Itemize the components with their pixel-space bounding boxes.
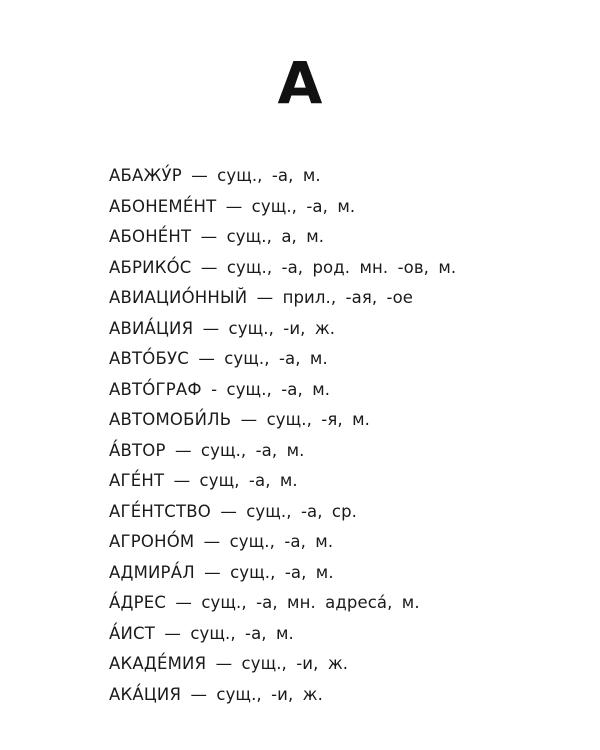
- dictionary-entry: [109, 680, 589, 711]
- dictionary-entry: [109, 436, 589, 467]
- entry-headword: АБОНЕМЕ́НТ: [109, 196, 217, 216]
- entry-headword: АГЕ́НТ: [109, 471, 165, 490]
- entry-grammar: — сущ., -а, м.: [188, 349, 328, 368]
- entry-headword: АВИА́ЦИЯ: [109, 318, 194, 338]
- entry-headword: А́ДРЕС: [109, 593, 167, 612]
- dictionary-entry: [109, 192, 589, 223]
- dictionary-entry: [109, 619, 589, 650]
- dictionary-entry: [109, 253, 589, 284]
- dictionary-entry: [109, 283, 589, 314]
- entry-grammar: — сущ., а, м.: [191, 227, 325, 246]
- entry-grammar: — сущ., -а, ср.: [210, 501, 358, 521]
- entry-headword: АКА́ЦИЯ: [109, 684, 182, 704]
- entry-headword: АГЕ́НТСТВО: [109, 501, 211, 521]
- entry-grammar: — сущ., -и, ж.: [193, 318, 336, 338]
- letter-heading: А: [277, 49, 323, 117]
- entry-list: [109, 161, 589, 710]
- dictionary-entry: [109, 405, 589, 436]
- dictionary-entry: [109, 466, 589, 497]
- entry-grammar: — сущ., -и, ж.: [181, 684, 323, 704]
- entry-headword: АГРОНО́М: [109, 532, 195, 551]
- entry-grammar: — сущ., -а, м.: [155, 623, 294, 643]
- dictionary-entry: [109, 161, 589, 192]
- entry-headword: АКАДЕ́МИЯ: [109, 654, 207, 673]
- entry-headword: АБАЖУ́Р: [109, 166, 182, 185]
- entry-grammar: - сущ., -а, м.: [201, 379, 331, 399]
- dictionary-entry: [109, 344, 589, 375]
- entry-grammar: — сущ., -и, ж.: [206, 654, 349, 673]
- dictionary-entry: [109, 588, 589, 619]
- entry-headword: АВТО́БУС: [109, 349, 189, 368]
- entry-headword: А́ВТОР: [109, 440, 166, 460]
- entry-headword: АБОНЕ́НТ: [109, 227, 192, 246]
- entry-grammar: — сущ., -а, м.: [181, 166, 321, 185]
- dictionary-entry: [109, 558, 589, 589]
- entry-grammar: — сущ, -а, м.: [164, 471, 298, 490]
- entry-headword: АДМИРА́Л: [109, 562, 195, 582]
- dictionary-entry: [109, 375, 589, 406]
- dictionary-entry: [109, 527, 589, 558]
- entry-headword: АВТО́ГРАФ: [109, 379, 202, 399]
- entry-grammar: — сущ., -а, род. мн. -ов, м.: [191, 257, 457, 277]
- entry-grammar: — сущ., -а, м.: [216, 196, 356, 216]
- entry-headword: А́ИСТ: [109, 623, 156, 643]
- entry-grammar: — сущ., -а, м.: [194, 562, 334, 582]
- entry-grammar: — сущ., -а, м.: [194, 532, 334, 551]
- dictionary-entry: [109, 314, 589, 345]
- entry-grammar: — прил., -ая, -ое: [247, 288, 414, 307]
- dictionary-entry: [109, 649, 589, 680]
- entry-headword: АВИАЦИО́ННЫЙ: [109, 288, 248, 307]
- entry-grammar: — сущ., -а, м.: [165, 440, 305, 460]
- entry-grammar: — сущ., -а, мн. адреса́, м.: [166, 593, 420, 612]
- entry-headword: АВТОМОБИ́ЛЬ: [109, 410, 232, 429]
- entry-headword: АБРИКО́С: [109, 257, 192, 277]
- entry-grammar: — сущ., -я, м.: [231, 410, 370, 429]
- dictionary-entry: [109, 497, 589, 528]
- dictionary-entry: [109, 222, 589, 253]
